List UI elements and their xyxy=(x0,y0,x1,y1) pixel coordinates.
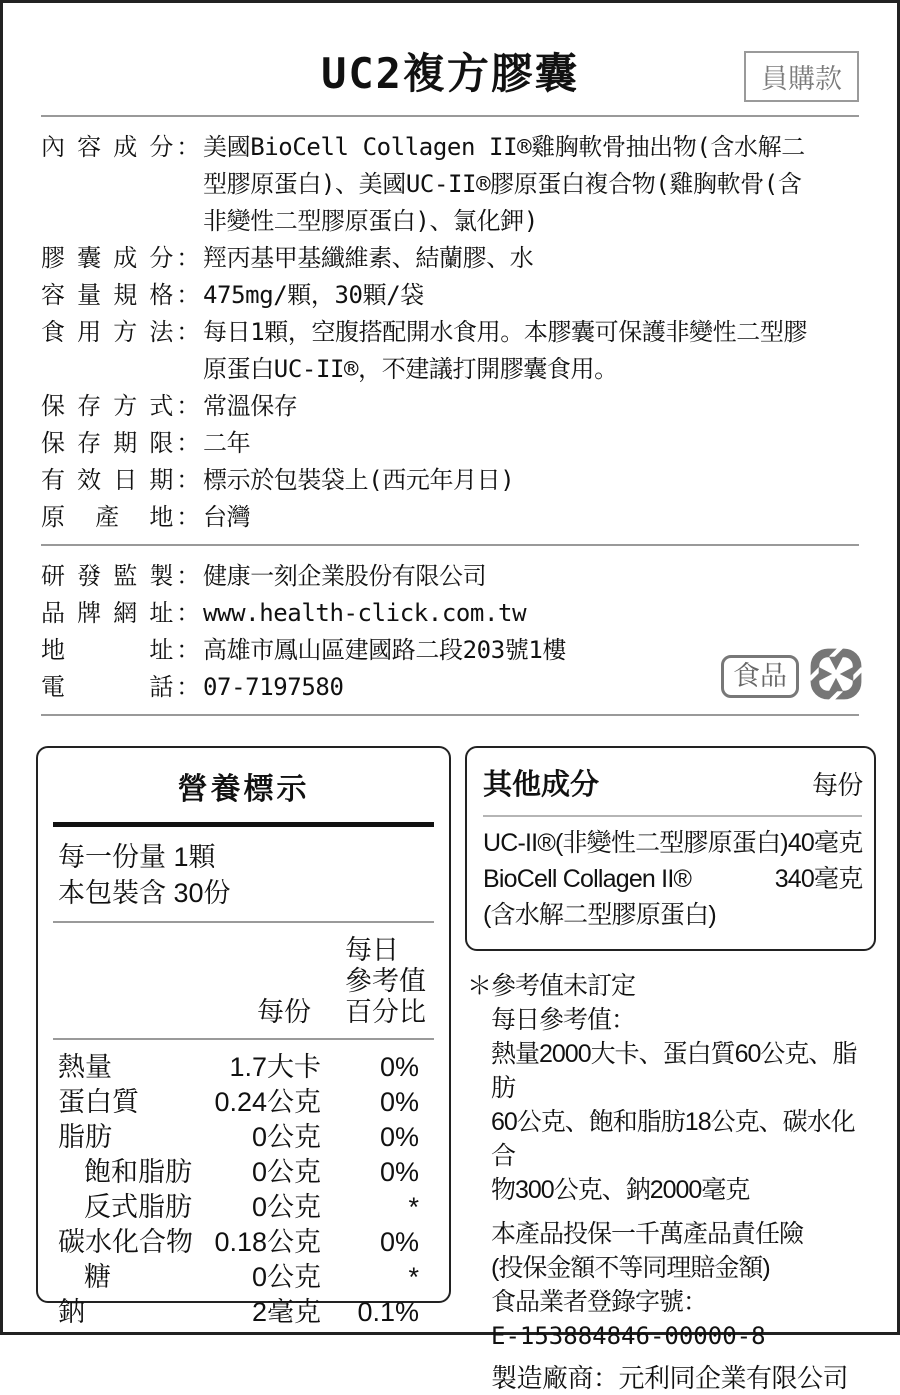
insurance-note: (投保金額不等同理賠金額) xyxy=(491,1254,770,1282)
nutrition-column-headers xyxy=(58,933,429,1028)
nutrient-dv: * xyxy=(408,1262,419,1292)
manufacturer: 製造廠商：元利同企業有限公司 xyxy=(491,1363,849,1393)
nutrient-amount: 0公克 xyxy=(251,1157,321,1187)
info-colon: ： xyxy=(176,636,200,664)
thin-rule xyxy=(53,1038,434,1040)
nutrient-dv: 0% xyxy=(379,1227,419,1257)
thin-rule xyxy=(53,921,434,923)
serving-size: 每一份量 1顆 xyxy=(58,842,216,872)
info-value: 475mg/顆，30顆/袋 xyxy=(203,281,424,309)
nutrient-row xyxy=(58,1085,429,1120)
info-label: 食用方法 xyxy=(41,318,173,346)
info-colon: ： xyxy=(176,429,200,457)
nutrient-name: 脂肪 xyxy=(58,1122,112,1152)
daily-reference-values: 熱量2000大卡、蛋白質60公克、脂肪 xyxy=(491,1040,857,1102)
brand-url: www.health-click.com.tw xyxy=(203,599,527,627)
nutrient-name: 蛋白質 xyxy=(58,1087,139,1117)
info-row xyxy=(41,129,859,240)
info-colon: ： xyxy=(176,673,200,701)
company-row xyxy=(41,558,859,595)
registration-label: 食品業者登錄字號： xyxy=(491,1288,708,1316)
nutrient-row xyxy=(58,1260,429,1295)
info-colon: ： xyxy=(176,466,200,494)
nutrient-row xyxy=(58,1295,429,1330)
nutrient-dv: 0.1% xyxy=(357,1297,419,1327)
nutrient-name: 飽和脂肪 xyxy=(84,1157,192,1187)
ingredient-name: BioCell Collagen II® xyxy=(483,865,692,893)
header xyxy=(3,3,897,115)
nutrient-dv: 0% xyxy=(379,1157,419,1187)
info-row xyxy=(41,425,859,462)
company-value: 健康一刻企業股份有限公司 xyxy=(203,562,487,590)
info-colon: ： xyxy=(176,503,200,531)
nutrition-title: 營養標示 xyxy=(177,773,310,806)
info-value: 台灣 xyxy=(203,503,251,531)
info-colon: ： xyxy=(176,133,200,161)
nutrient-name: 碳水化合物 xyxy=(58,1227,193,1257)
info-label: 容量規格 xyxy=(41,281,173,309)
nutrient-dv: 0% xyxy=(379,1122,419,1152)
other-ingredients-col-per-serving: 每份 xyxy=(812,770,863,800)
nutrient-name: 糖 xyxy=(84,1262,111,1292)
nutrient-name: 反式脂肪 xyxy=(84,1192,192,1222)
daily-reference-values: 物300公克、鈉2000毫克 xyxy=(491,1176,750,1204)
ingredient-row xyxy=(483,825,862,861)
company-address: 高雄市鳳山區建國路二段203號1樓 xyxy=(203,636,566,664)
info-value: 標示於包裝袋上(西元年月日) xyxy=(203,466,515,494)
section-divider xyxy=(41,714,859,716)
nutrient-row xyxy=(58,1050,429,1085)
company-label: 電話 xyxy=(41,673,173,701)
info-label: 膠囊成分 xyxy=(41,244,173,272)
info-label: 原產地 xyxy=(41,503,173,531)
ingredient-row xyxy=(483,897,862,933)
company-phone: 07-7197580 xyxy=(203,673,344,701)
info-row xyxy=(41,314,859,388)
info-value: 美國BioCell Collagen II®雞胸軟骨抽出物(含水解二 型膠原蛋白)、美國UC-II®膠原蛋白複合物(雞胸軟骨(含 非變性二型膠原蛋白)、氯化鉀) xyxy=(203,133,805,235)
info-row xyxy=(41,240,859,277)
info-label: 保存期限 xyxy=(41,429,173,457)
registration-number: E-153884846-00000-8 xyxy=(491,1322,766,1350)
thick-rule xyxy=(53,822,434,827)
product-title: UC2複方膠囊 xyxy=(321,49,579,98)
info-label: 有效日期 xyxy=(41,466,173,494)
nutrient-amount: 2毫克 xyxy=(251,1297,321,1327)
info-label: 內容成分 xyxy=(41,133,173,161)
nutrient-amount: 1.7大卡 xyxy=(229,1052,321,1082)
nutrient-table xyxy=(58,1050,429,1330)
right-column xyxy=(465,746,876,1395)
info-value: 二年 xyxy=(203,429,251,457)
company-row xyxy=(41,595,859,632)
info-row xyxy=(41,499,859,536)
info-row xyxy=(41,462,859,499)
bottom-section xyxy=(3,746,897,1395)
nutrient-row xyxy=(58,1120,429,1155)
ingredient-amount: 40毫克 xyxy=(787,829,863,857)
food-certification-badge: 食品 xyxy=(721,655,799,698)
column-header-daily-value: 每日 參考值 百分比 xyxy=(345,935,426,1027)
company-label: 研發監製 xyxy=(41,562,173,590)
nutrient-amount: 0公克 xyxy=(251,1122,321,1152)
reference-undefined-note: ＊參考值未訂定 xyxy=(467,972,636,1000)
company-label: 地址 xyxy=(41,636,173,664)
info-value: 常溫保存 xyxy=(203,392,298,420)
recycle-icon xyxy=(809,647,863,706)
nutrient-name: 熱量 xyxy=(58,1052,112,1082)
nutrient-dv: 0% xyxy=(379,1052,419,1082)
daily-reference-values: 60公克、飽和脂肪18公克、碳水化合 xyxy=(491,1108,855,1170)
ingredient-name: (含水解二型膠原蛋白) xyxy=(483,901,716,929)
nutrient-amount: 0公克 xyxy=(251,1262,321,1292)
purchase-type-badge: 員購款 xyxy=(744,51,859,102)
info-colon: ： xyxy=(176,281,200,309)
nutrient-row xyxy=(58,1190,429,1225)
nutrient-amount: 0公克 xyxy=(251,1192,321,1222)
info-row xyxy=(41,277,859,314)
nutrient-name: 鈉 xyxy=(58,1297,85,1327)
other-ingredients-header xyxy=(483,762,862,803)
info-colon: ： xyxy=(176,392,200,420)
nutrition-facts-box xyxy=(36,746,451,1327)
ingredient-row xyxy=(483,861,862,897)
column-header-per-serving: 每份 xyxy=(257,997,311,1027)
ingredient-name: UC-II®(非變性二型膠原蛋白) xyxy=(483,829,788,857)
info-colon: ： xyxy=(176,318,200,346)
servings-per-pack: 本包裝含 30份 xyxy=(58,878,231,908)
info-row xyxy=(41,388,859,425)
nutrient-amount: 0.24公克 xyxy=(214,1087,321,1117)
product-info-section xyxy=(3,117,897,544)
info-colon: ： xyxy=(176,562,200,590)
company-label: 品牌網址 xyxy=(41,599,173,627)
nutrient-dv: 0% xyxy=(379,1087,419,1117)
info-value: 每日1顆，空腹搭配開水食用。本膠囊可保護非變性二型膠 原蛋白UC-II®，不建議打開膠囊食用。 xyxy=(203,318,808,383)
daily-reference-title: 每日參考值： xyxy=(491,1006,636,1034)
info-colon: ： xyxy=(176,244,200,272)
footnotes xyxy=(465,969,876,1395)
ingredient-amount: 340毫克 xyxy=(774,865,863,893)
other-ingredients-box xyxy=(465,746,876,951)
nutrient-row xyxy=(58,1155,429,1190)
certification-badges xyxy=(721,647,863,706)
thin-rule xyxy=(483,815,862,817)
nutrient-dv: * xyxy=(408,1192,419,1222)
info-colon: ： xyxy=(176,599,200,627)
other-ingredients-title: 其他成分 xyxy=(483,769,600,801)
info-value: 羥丙基甲基纖維素、結蘭膠、水 xyxy=(203,244,534,272)
nutrient-amount: 0.18公克 xyxy=(214,1227,321,1257)
nutrient-row xyxy=(58,1225,429,1260)
info-label: 保存方式 xyxy=(41,392,173,420)
insurance-note: 本產品投保一千萬產品責任險 xyxy=(491,1220,804,1248)
